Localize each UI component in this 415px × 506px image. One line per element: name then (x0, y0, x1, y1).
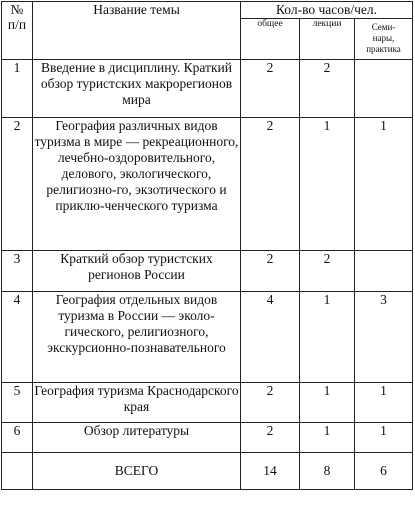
row-seminar-hours: 3 (355, 292, 413, 383)
table-row (2, 383, 413, 423)
row-total-hours: 4 (241, 292, 300, 383)
row-lecture-hours: 1 (300, 292, 355, 383)
header-lectures-label: лекции (312, 19, 342, 29)
header-total (241, 19, 300, 60)
total-row-lecture-hours: 8 (300, 453, 355, 490)
row-total-hours: 2 (241, 118, 300, 251)
row-lecture-hours: 1 (300, 423, 355, 453)
total-row (2, 453, 413, 490)
row-seminar-hours: 1 (355, 118, 413, 251)
header-topic-label: Название темы (93, 2, 180, 17)
total-row-seminar-hours: 6 (355, 453, 413, 490)
table-row (2, 60, 413, 118)
row-topic: География различных видов туризма в мире — рекреационного, лечебно-оздоровительного, делового, экологического, религиозно-го, экзотического и приклю-ченческого туризма (33, 118, 241, 251)
row-number: 3 (2, 251, 33, 292)
header-total-label: общее (257, 19, 283, 29)
header-hours (241, 2, 413, 19)
row-total-hours: 2 (241, 423, 300, 453)
row-total-hours: 2 (241, 383, 300, 423)
row-number: 1 (2, 60, 33, 118)
row-number: 2 (2, 118, 33, 251)
row-number: 6 (2, 423, 33, 453)
header-hours-label: Кол-во часов/чел. (275, 2, 378, 17)
row-total-hours: 2 (241, 60, 300, 118)
table-row (2, 423, 413, 453)
row-topic: География туризма Краснодарского края (33, 383, 241, 423)
header-seminars (355, 19, 413, 60)
header-number (2, 2, 33, 60)
total-row-label: ВСЕГО (33, 453, 241, 490)
row-topic: Введение в дисциплину. Краткий обзор туристских макрорегионов мира (33, 60, 241, 118)
row-topic: География отдельных видов туризма в России — эколо-гического, религиозного, экскурсионно-познавательного (33, 292, 241, 383)
row-lecture-hours: 2 (300, 60, 355, 118)
table-row (2, 292, 413, 383)
row-total-hours: 2 (241, 251, 300, 292)
row-seminar-hours: 1 (355, 383, 413, 423)
row-lecture-hours: 2 (300, 251, 355, 292)
total-row-total-hours: 14 (241, 453, 300, 490)
header-number-label: № п/п (7, 2, 27, 32)
row-topic: Краткий обзор туристских регионов России (33, 251, 241, 292)
row-number: 5 (2, 383, 33, 423)
row-seminar-hours (355, 60, 413, 118)
header-lectures (300, 19, 355, 60)
header-topic (33, 2, 241, 60)
row-seminar-hours: 1 (355, 423, 413, 453)
table-row (2, 118, 413, 251)
row-number: 4 (2, 292, 33, 383)
row-seminar-hours (355, 251, 413, 292)
header-seminars-label: Семи- нары, практика (366, 22, 401, 54)
row-topic: Обзор литературы (33, 423, 241, 453)
header-row (2, 2, 413, 19)
row-lecture-hours: 1 (300, 383, 355, 423)
table-row (2, 251, 413, 292)
course-plan-table (1, 1, 413, 490)
row-lecture-hours: 1 (300, 118, 355, 251)
total-row-number (2, 453, 33, 490)
